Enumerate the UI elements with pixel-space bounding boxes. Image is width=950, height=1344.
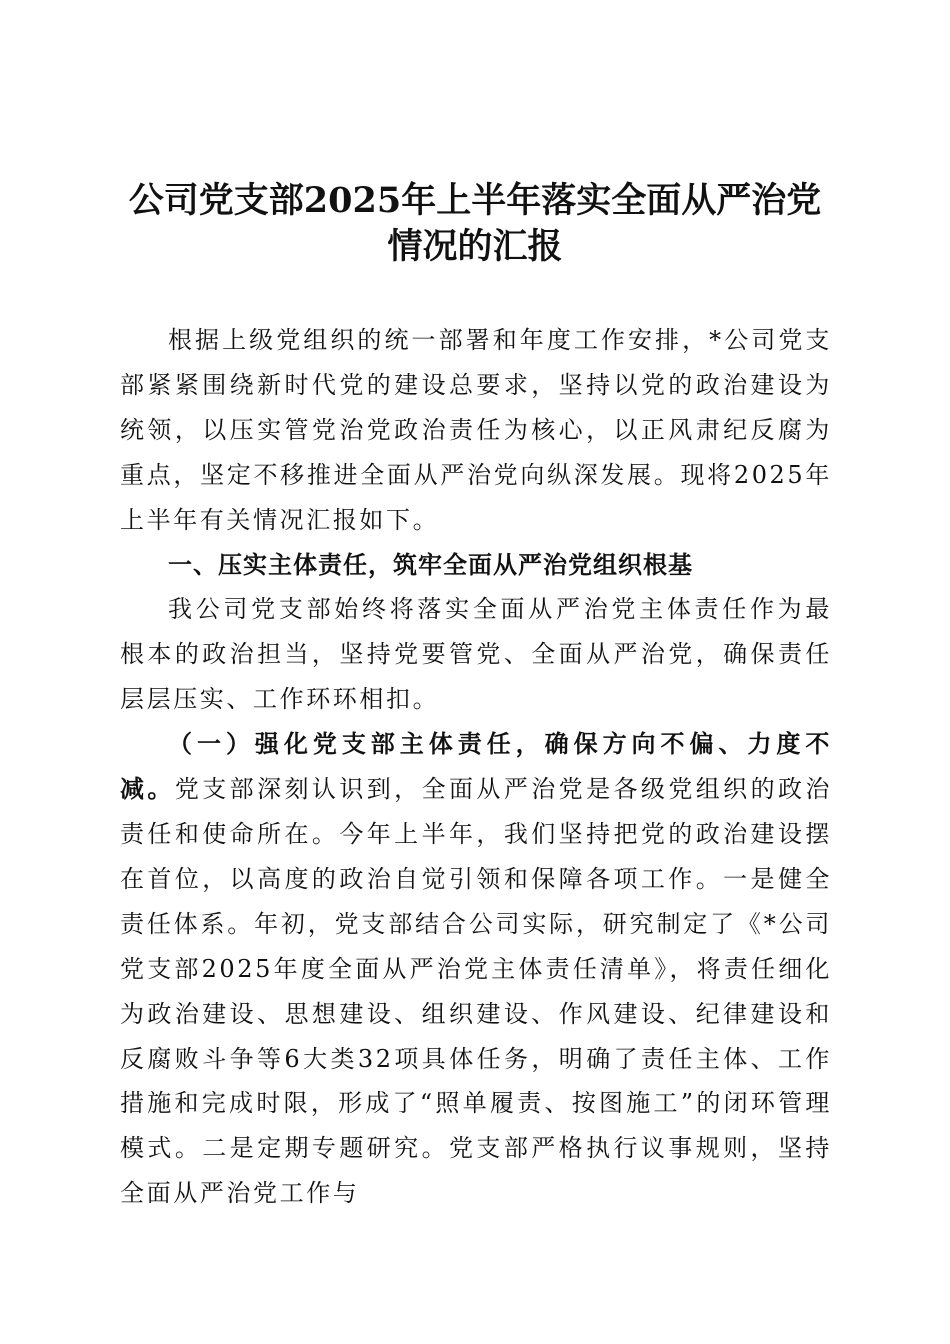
document-body [120, 318, 832, 1216]
intro-paragraph: 根据上级党组织的统一部署和年度工作安排，*公司党支部紧紧围绕新时代党的建设总要求，坚持以党的政治建设为统领，以压实管党治党政治责任为核心，以正风肃纪反腐为重点，坚定不移推进全面从严治党向纵深发展。现将2025年上半年有关情况汇报如下。 [120, 326, 832, 534]
title-line-2: 情况的汇报 [387, 226, 563, 267]
subsection-1-heading: （一）强化党支部主体责任，确保方向不偏、力度不减。 [120, 729, 832, 804]
title-line-1: 公司党支部2025年上半年落实全面从严治党 [128, 180, 822, 221]
subsection-1-body: 党支部深刻认识到，全面从严治党是各级党组织的政治责任和使命所在。今年上半年，我们坚持把党的政治建设摆在首位，以高度的政治自觉引领和保障各项工作。一是健全责任体系。年初，党支部结合公司实际，研究制定了《*公司党支部2025年度全面从严治党主体责任清单》，将责任细化为政治建设、思想建设、组织建设、作风建设、纪律建设和反腐败斗争等6大类32项具体任务，明确了责任主体、工作措施和完成时限，形成了“照单履责、按图施工”的闭环管理模式。二是定期专题研究。党支部严格执行议事规则，坚持全面从严治党工作与 [120, 775, 833, 1208]
section-1-paragraph: 我公司党支部始终将落实全面从严治党主体责任作为最根本的政治担当，坚持党要管党、全面从严治党，确保责任层层压实、工作环环相扣。 [120, 595, 832, 714]
section-1-heading: 一、压实主体责任，筑牢全面从严治党组织根基 [168, 550, 693, 579]
document-title [100, 178, 850, 270]
subsection-1-paragraph [120, 722, 832, 1216]
